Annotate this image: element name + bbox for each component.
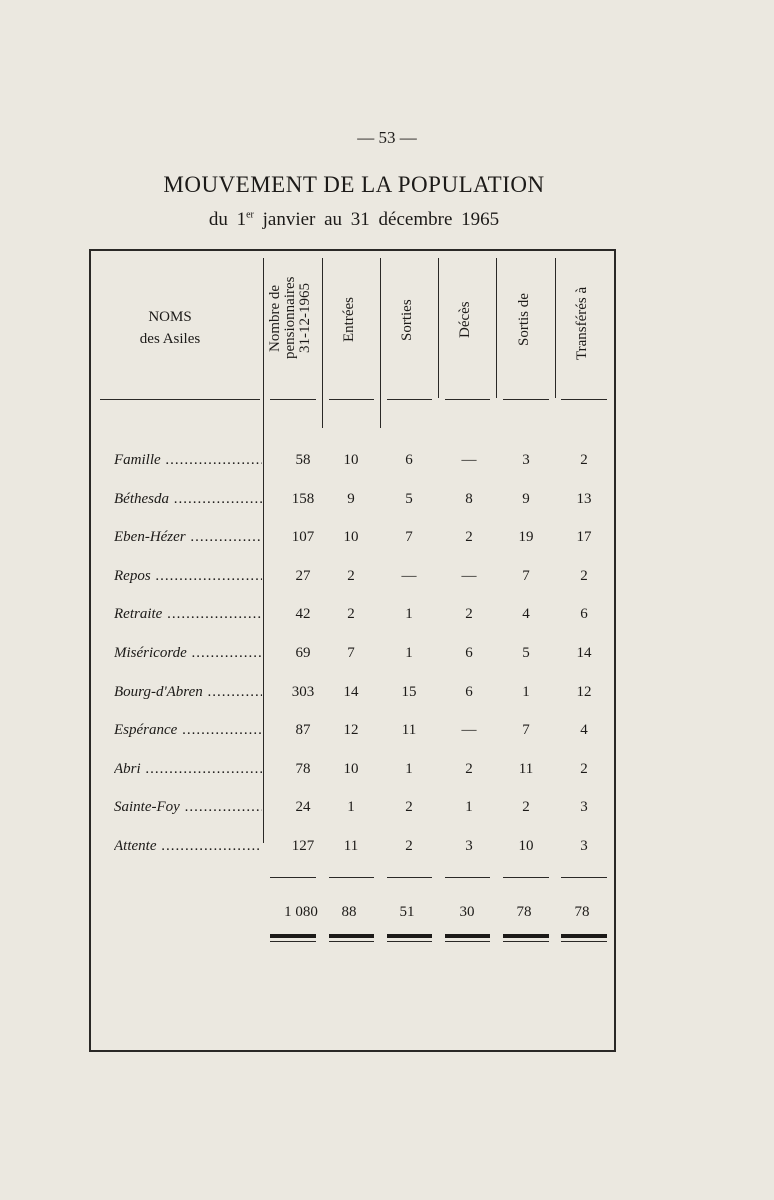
cell-entrees: 2 [347, 606, 355, 623]
cell-entrees: 7 [347, 645, 355, 661]
row-name: Repos ..... [114, 568, 262, 585]
cell-sortis-de: 19 [518, 529, 534, 546]
cell-deces: — [461, 722, 477, 739]
cell-nombre: 107 [291, 529, 315, 546]
cell-sortis-de: 1 [522, 683, 530, 700]
column-divider [438, 258, 439, 398]
total-double-rule [503, 934, 549, 938]
total-double-rule [445, 941, 490, 942]
total-sortis-de: 78 [516, 904, 532, 920]
cell-deces: 3 [465, 838, 473, 854]
cell-sorties: 2 [405, 799, 413, 816]
cell-sortis-de: 2 [522, 799, 530, 816]
subtotal-rule [329, 877, 374, 878]
cell-sortis-de: 4 [522, 606, 530, 623]
cell-transferes: 2 [580, 567, 588, 584]
cell-entrees: 2 [347, 567, 355, 584]
cell-sorties: 5 [405, 490, 413, 507]
cell-sorties: 15 [401, 683, 417, 700]
header-rule [270, 399, 316, 400]
cell-sortis-de: 5 [522, 645, 530, 661]
header-rule [100, 399, 260, 400]
cell-nombre: 58 [295, 452, 311, 468]
total-deces: 30 [459, 904, 475, 920]
cell-nombre: 42 [295, 606, 311, 623]
row-name: Sainte-Foy ..... [114, 799, 262, 816]
subtotal-rule [561, 877, 607, 878]
cell-deces: 8 [465, 490, 473, 507]
column-divider [322, 258, 323, 428]
cell-transferes: 13 [576, 490, 592, 507]
cell-nombre: 78 [295, 760, 311, 777]
cell-entrees: 12 [343, 722, 359, 739]
total-double-rule [329, 941, 374, 942]
row-name: Espérance ..... [114, 722, 262, 739]
row-name: Famille ..... [114, 452, 262, 469]
total-double-rule [387, 941, 432, 942]
cell-nombre: 24 [295, 799, 311, 816]
cell-nombre: 303 [291, 683, 315, 700]
cell-deces: 6 [465, 683, 473, 700]
cell-deces: 2 [465, 606, 473, 623]
total-sorties: 51 [399, 904, 415, 920]
total-double-rule [387, 934, 432, 938]
page-number: — 53 — [357, 128, 417, 147]
cell-transferes: 6 [580, 606, 588, 623]
total-entrees: 88 [341, 904, 357, 920]
row-name: Abri ..... [114, 761, 262, 778]
cell-transferes: 4 [580, 722, 588, 739]
total-nombre: 1 080 [284, 904, 318, 920]
cell-entrees: 10 [343, 452, 359, 468]
header-transferes: Transférés à [574, 286, 590, 360]
cell-sortis-de: 7 [522, 722, 530, 739]
cell-deces: 6 [465, 645, 473, 661]
total-double-rule [270, 941, 316, 942]
cell-transferes: 12 [576, 683, 592, 700]
page-subtitle: du 1er janvier au 31 décembre 1965 [208, 209, 500, 230]
cell-sorties: 1 [405, 606, 413, 623]
cell-entrees: 10 [343, 529, 359, 546]
column-divider [496, 258, 497, 398]
cell-sorties: — [401, 567, 417, 584]
cell-deces: — [461, 452, 477, 468]
header-nombre: Nombre de pensionnaires 31-12-1965 [267, 276, 313, 360]
header-sorties: Sorties [399, 299, 415, 341]
row-name: Béthesda ..... [114, 491, 262, 508]
cell-deces: — [461, 567, 477, 584]
cell-transferes: 14 [576, 645, 592, 661]
cell-transferes: 2 [580, 760, 588, 777]
total-double-rule [561, 934, 607, 938]
cell-transferes: 3 [580, 799, 588, 816]
cell-entrees: 14 [343, 683, 359, 700]
cell-transferes: 3 [580, 838, 588, 854]
column-divider [263, 258, 264, 843]
cell-sortis-de: 10 [518, 838, 534, 854]
header-rule [503, 399, 549, 400]
cell-transferes: 2 [580, 452, 588, 468]
cell-sortis-de: 7 [522, 567, 530, 584]
column-divider [380, 258, 381, 428]
total-double-rule [561, 941, 607, 942]
subtotal-rule [445, 877, 490, 878]
cell-deces: 1 [465, 799, 473, 816]
row-name: Bourg-d'Abren ..... [114, 684, 262, 701]
total-transferes: 78 [574, 904, 590, 920]
cell-nombre: 127 [291, 838, 315, 854]
cell-sortis-de: 11 [518, 760, 534, 777]
cell-nombre: 69 [295, 645, 311, 661]
cell-sorties: 2 [405, 838, 413, 854]
cell-entrees: 10 [343, 760, 359, 777]
cell-sorties: 1 [405, 645, 413, 661]
row-name: Miséricorde ..... [114, 645, 262, 662]
total-double-rule [329, 934, 374, 938]
cell-sortis-de: 3 [522, 452, 530, 468]
total-double-rule [445, 934, 490, 938]
header-entrees: Entrées [341, 297, 357, 343]
cell-nombre: 87 [295, 722, 311, 739]
cell-entrees: 11 [343, 838, 359, 854]
cell-entrees: 9 [347, 490, 355, 507]
cell-sortis-de: 9 [522, 490, 530, 507]
header-rule [445, 399, 490, 400]
cell-nombre: 158 [291, 490, 315, 507]
row-name: Eben-Hézer ..... [114, 529, 262, 546]
row-name: Attente ..... [114, 838, 262, 855]
subtotal-rule [503, 877, 549, 878]
header-rule [561, 399, 607, 400]
header-rule [387, 399, 432, 400]
total-double-rule [270, 934, 316, 938]
cell-deces: 2 [465, 529, 473, 546]
header-deces: Décès [457, 301, 473, 339]
page-title: MOUVEMENT DE LA POPULATION [163, 172, 545, 197]
cell-sorties: 6 [405, 452, 413, 468]
cell-nombre: 27 [295, 567, 311, 584]
header-noms: NOMS des Asiles [139, 309, 201, 347]
header-sortis-de: Sortis de [516, 293, 532, 347]
cell-sorties: 7 [405, 529, 413, 546]
cell-transferes: 17 [576, 529, 592, 546]
cell-entrees: 1 [347, 799, 355, 816]
subtotal-rule [387, 877, 432, 878]
subtotal-rule [270, 877, 316, 878]
column-divider [555, 258, 556, 398]
row-name: Retraite ..... [114, 606, 262, 623]
total-double-rule [503, 941, 549, 942]
cell-sorties: 11 [401, 722, 417, 739]
cell-sorties: 1 [405, 760, 413, 777]
cell-deces: 2 [465, 760, 473, 777]
header-rule [329, 399, 374, 400]
